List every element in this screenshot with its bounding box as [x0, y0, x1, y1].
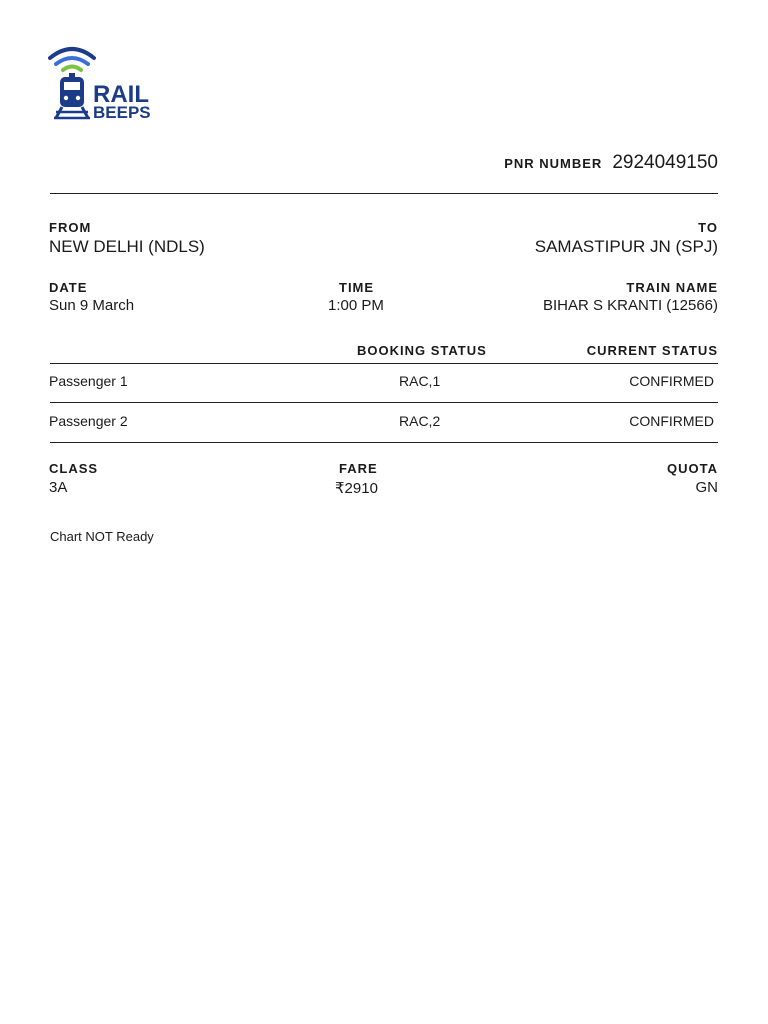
date-value: Sun 9 March: [49, 297, 135, 314]
time-value: 1:00 PM: [328, 297, 384, 314]
time-label: TIME: [339, 280, 375, 295]
table-divider: [50, 402, 718, 403]
divider: [50, 193, 718, 194]
to-value: SAMASTIPUR JN (SPJ): [534, 237, 718, 256]
booking-status: RAC,1: [399, 373, 441, 389]
logo-text-rail: RAIL: [93, 81, 149, 108]
fare-label: FARE: [339, 461, 378, 476]
chart-status: Chart NOT Ready: [50, 529, 154, 544]
passenger-name: Passenger 2: [49, 413, 128, 429]
train-name-value: BIHAR S KRANTI (12566): [542, 297, 718, 314]
booking-status: RAC,2: [399, 413, 441, 429]
pnr-row: [504, 152, 718, 174]
table-divider: [50, 442, 718, 443]
booking-status-header: BOOKING STATUS: [357, 343, 487, 358]
date-label: DATE: [49, 280, 88, 295]
table-divider: [50, 363, 718, 364]
fare-value: ₹2910: [335, 480, 378, 497]
passenger-name: Passenger 1: [49, 373, 128, 389]
class-label: CLASS: [49, 461, 99, 476]
current-status: CONFIRMED: [629, 413, 714, 429]
to-label: TO: [698, 220, 718, 235]
from-label: FROM: [49, 220, 92, 235]
train-icon: [54, 73, 90, 118]
quota-value: GN: [695, 479, 718, 496]
from-value: NEW DELHI (NDLS): [49, 237, 205, 256]
current-status-header: CURRENT STATUS: [586, 343, 718, 358]
class-value: 3A: [49, 479, 68, 496]
railbeeps-logo-graphic: [48, 44, 158, 124]
logo-text-beeps: BEEPS: [93, 103, 151, 122]
current-status: CONFIRMED: [629, 373, 714, 389]
pnr-value: 2924049150: [612, 152, 718, 173]
quota-label: QUOTA: [667, 461, 718, 476]
railbeeps-logo: [48, 44, 158, 124]
train-name-label: TRAIN NAME: [626, 280, 718, 295]
pnr-label: PNR NUMBER: [504, 156, 603, 171]
